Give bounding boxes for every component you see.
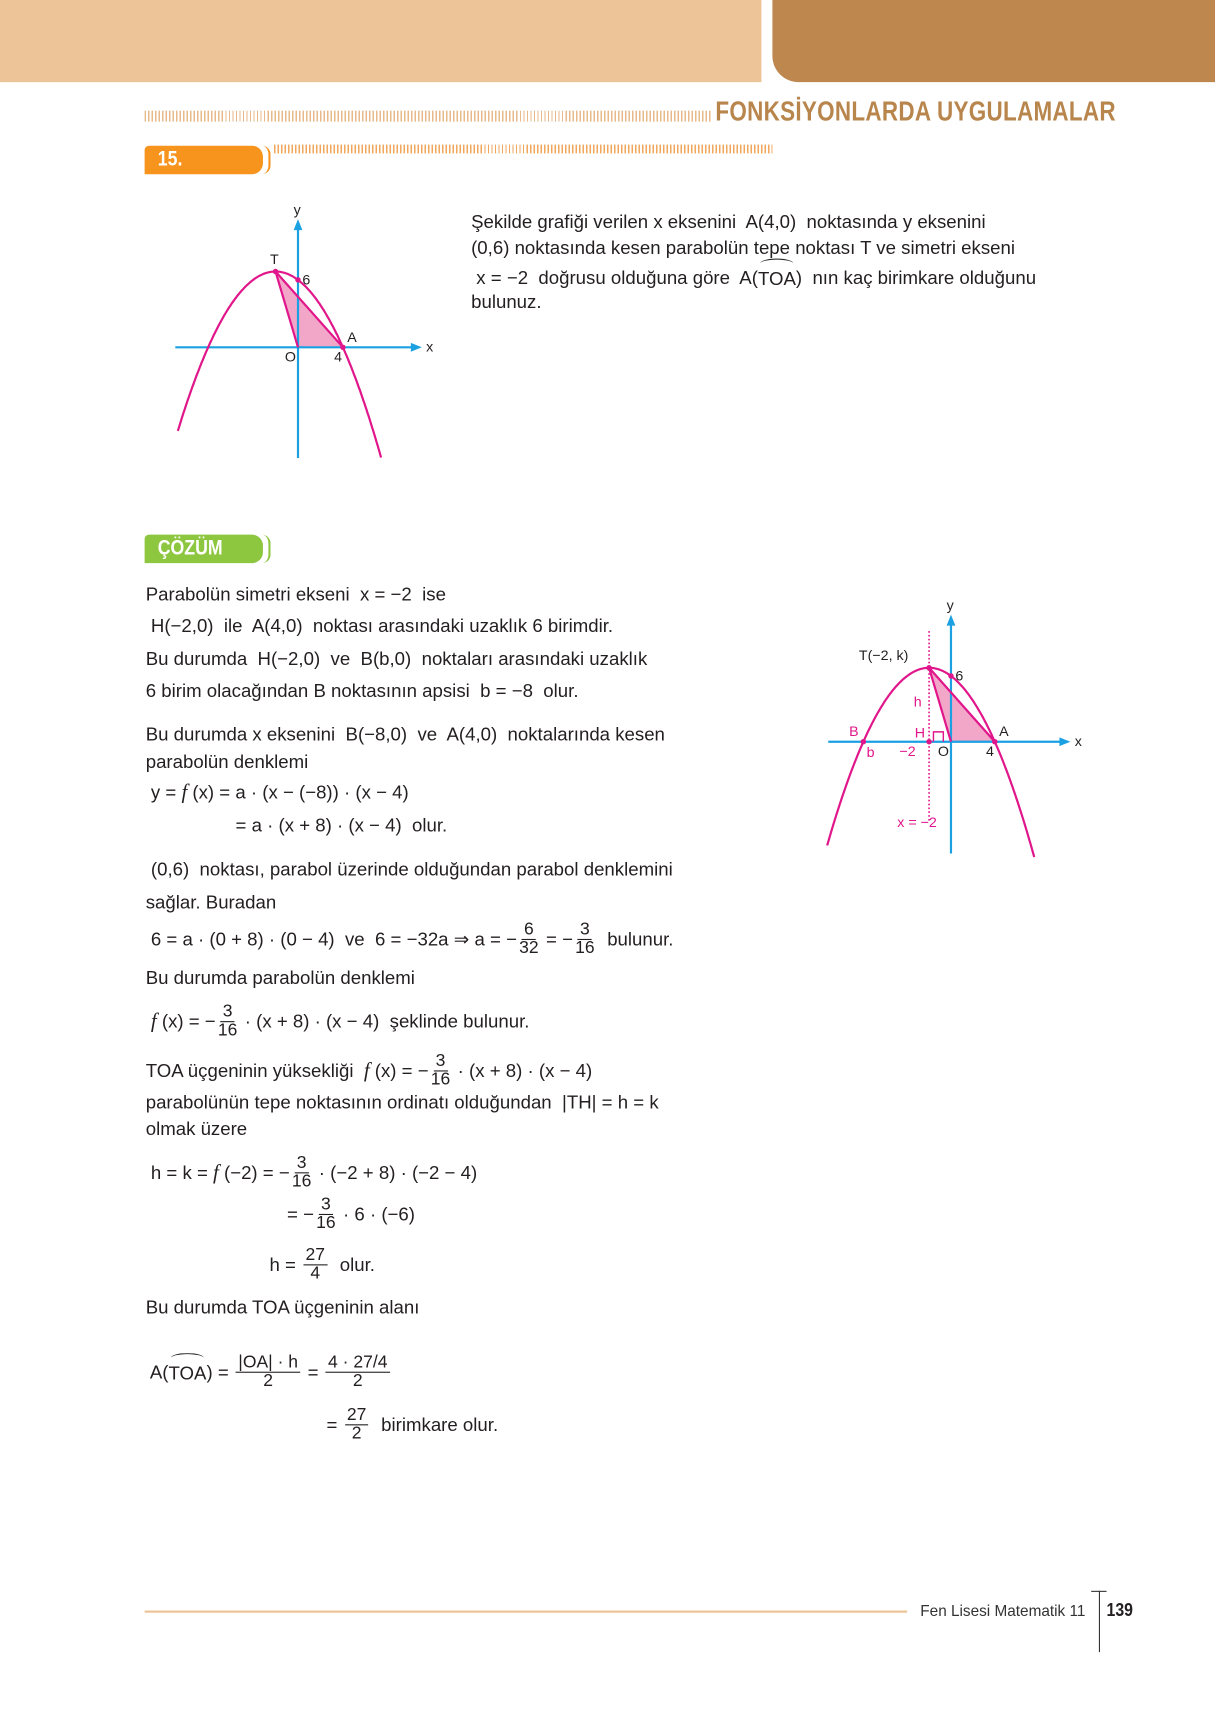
text-run: bulunur. [596, 928, 674, 950]
x-label: x [1074, 734, 1082, 751]
y-label: y [293, 202, 301, 219]
text-run: ) = [206, 1361, 234, 1383]
numerator: 3 [319, 1196, 333, 1215]
text-run: · (−2 + 8) · (−2 − 4) [313, 1161, 478, 1183]
denominator: 16 [430, 1070, 451, 1090]
text-run: Bu durumda TOA üçgeninin alanı [145, 1297, 420, 1319]
text-run: Bu durumda H(−2,0) ve B(b,0) noktaları arasındaki uzaklık [145, 648, 648, 670]
x-axis-arrow-icon [1059, 737, 1070, 746]
chapter-title: FONKSİYONLARDA UYGULAMALAR [715, 96, 1116, 128]
footer-rule [145, 1611, 908, 1613]
numerator: 3 [578, 921, 592, 940]
text-run: parabolün denklemi [145, 751, 309, 773]
numerator: 3 [221, 1004, 235, 1023]
x-label: x [426, 339, 434, 356]
label-4: 4 [986, 743, 994, 760]
text-run: (x) = − [369, 1059, 429, 1081]
denominator: 16 [291, 1172, 312, 1191]
numerator: |OA| · h [236, 1354, 300, 1373]
denominator: 32 [519, 938, 539, 958]
text-run: H(−2,0) ile A(4,0) noktası arasındaki uzaklık 6 birimdir. [145, 615, 614, 637]
arc-notation: TOA [758, 263, 796, 293]
arc-notation: TOA [168, 1357, 206, 1387]
numerator: 3 [295, 1155, 309, 1174]
numerator: 4 · 27/4 [326, 1354, 390, 1373]
text-run: ) nın kaç birimkare olduğunu [795, 266, 1037, 288]
label-6: 6 [302, 272, 311, 289]
text-run: Bu durumda x eksenini B(−8,0) ve A(4,0) noktalarında kesen [145, 724, 665, 746]
point [948, 673, 953, 678]
text-run: A( [145, 1361, 169, 1383]
page-number: 139 [1106, 1599, 1133, 1621]
numerator: 27 [345, 1407, 369, 1426]
text-run: (x) = a · (x − (−8)) · (x − 4) [187, 782, 409, 804]
denominator: 2 [263, 1371, 274, 1391]
text-run: · (x + 8) · (x − 4) [452, 1059, 593, 1081]
footer-divider [1099, 1591, 1100, 1652]
text-run: · (x + 8) · (x − 4) şeklinde bulunur. [239, 1010, 530, 1032]
numerator: 6 [522, 921, 536, 940]
example-badge: 15. ÖRNEK [145, 146, 263, 174]
denominator: 16 [575, 938, 595, 958]
point-A-label: A [347, 329, 357, 346]
origin-label: O [937, 743, 949, 760]
point [861, 739, 866, 744]
label-b: b [866, 745, 875, 762]
text-run: y = [145, 782, 182, 804]
right-angle-mark [933, 732, 943, 742]
text-run: parabolünün tepe noktasının ordinatı olduğundan |TH| = h = k [145, 1092, 659, 1114]
text-run: 6 birim olacağından B noktasının apsisi b = −8 olur. [145, 680, 579, 702]
symmetry-axis-label: x = −2 [897, 815, 937, 832]
denominator: 16 [217, 1021, 238, 1040]
text-run: = − [287, 1203, 314, 1225]
denominator: 16 [316, 1213, 336, 1233]
text-run: (x) = − [156, 1010, 216, 1032]
function-symbol: f [150, 1009, 157, 1033]
book-title: Fen Lisesi Matematik 11 [920, 1601, 1086, 1620]
text-run: TOA üçgeninin yüksekliği [145, 1059, 364, 1081]
denominator: 2 [351, 1424, 362, 1443]
y-label: y [946, 598, 954, 615]
text-run: · 6 · (−6) [337, 1203, 415, 1225]
text-run: = − [540, 928, 573, 950]
denominator: 2 [352, 1371, 363, 1391]
origin-label: O [284, 349, 296, 366]
text-run: = [326, 1413, 343, 1435]
footer-divider-tick [1091, 1591, 1106, 1592]
text-run: (−2) = − [218, 1161, 290, 1183]
text-run: sağlar. Buradan [145, 891, 277, 913]
point-H-label: H [914, 725, 926, 742]
text-run: olur. [329, 1253, 375, 1275]
text-run: Şekilde grafiği verilen x eksenini A(4,0) noktasında y eksenini [471, 211, 986, 233]
height-label: h [913, 694, 922, 711]
label-6: 6 [955, 668, 964, 685]
text-run: x = −2 doğrusu olduğuna göre A( [471, 266, 758, 288]
text-run: (0,6) noktasında kesen parabolün tepe noktası T ve simetri ekseni [471, 237, 1016, 259]
numerator: 3 [433, 1053, 447, 1072]
function-symbol: f [363, 1058, 370, 1082]
solution-badge: ÇÖZÜM [145, 535, 263, 563]
text-run: 6 = a · (0 + 8) · (0 − 4) ve 6 = −32a ⇒ a = − [145, 928, 517, 950]
point-T-label: T [270, 251, 279, 268]
text-run: birimkare olur. [370, 1413, 499, 1435]
text-run: h = k = [145, 1161, 214, 1183]
label-4: 4 [334, 349, 343, 366]
point-B-label: B [849, 724, 859, 741]
text-run: Parabolün simetri ekseni x = −2 ise [145, 583, 446, 605]
point-A-label: A [999, 724, 1009, 741]
text-run: (0,6) noktası, parabol üzerinde olduğundan parabol denklemini [145, 858, 673, 880]
text-run: bulunuz. [471, 291, 542, 313]
denominator: 4 [310, 1264, 321, 1283]
function-symbol: f [213, 1160, 219, 1184]
numerator: 27 [303, 1247, 327, 1266]
text-run: olmak üzere [145, 1118, 248, 1140]
text-run: h = [269, 1253, 302, 1275]
function-symbol: f [181, 781, 188, 805]
text-run: = [302, 1361, 324, 1383]
label-minus-2: −2 [899, 743, 916, 760]
text-run: = a · (x + 8) · (x − 4) olur. [235, 815, 448, 836]
y-axis-arrow-icon [947, 615, 956, 626]
text-run: Bu durumda parabolün denklemi [145, 967, 415, 989]
point-T-label: T(−2, k) [858, 648, 909, 665]
